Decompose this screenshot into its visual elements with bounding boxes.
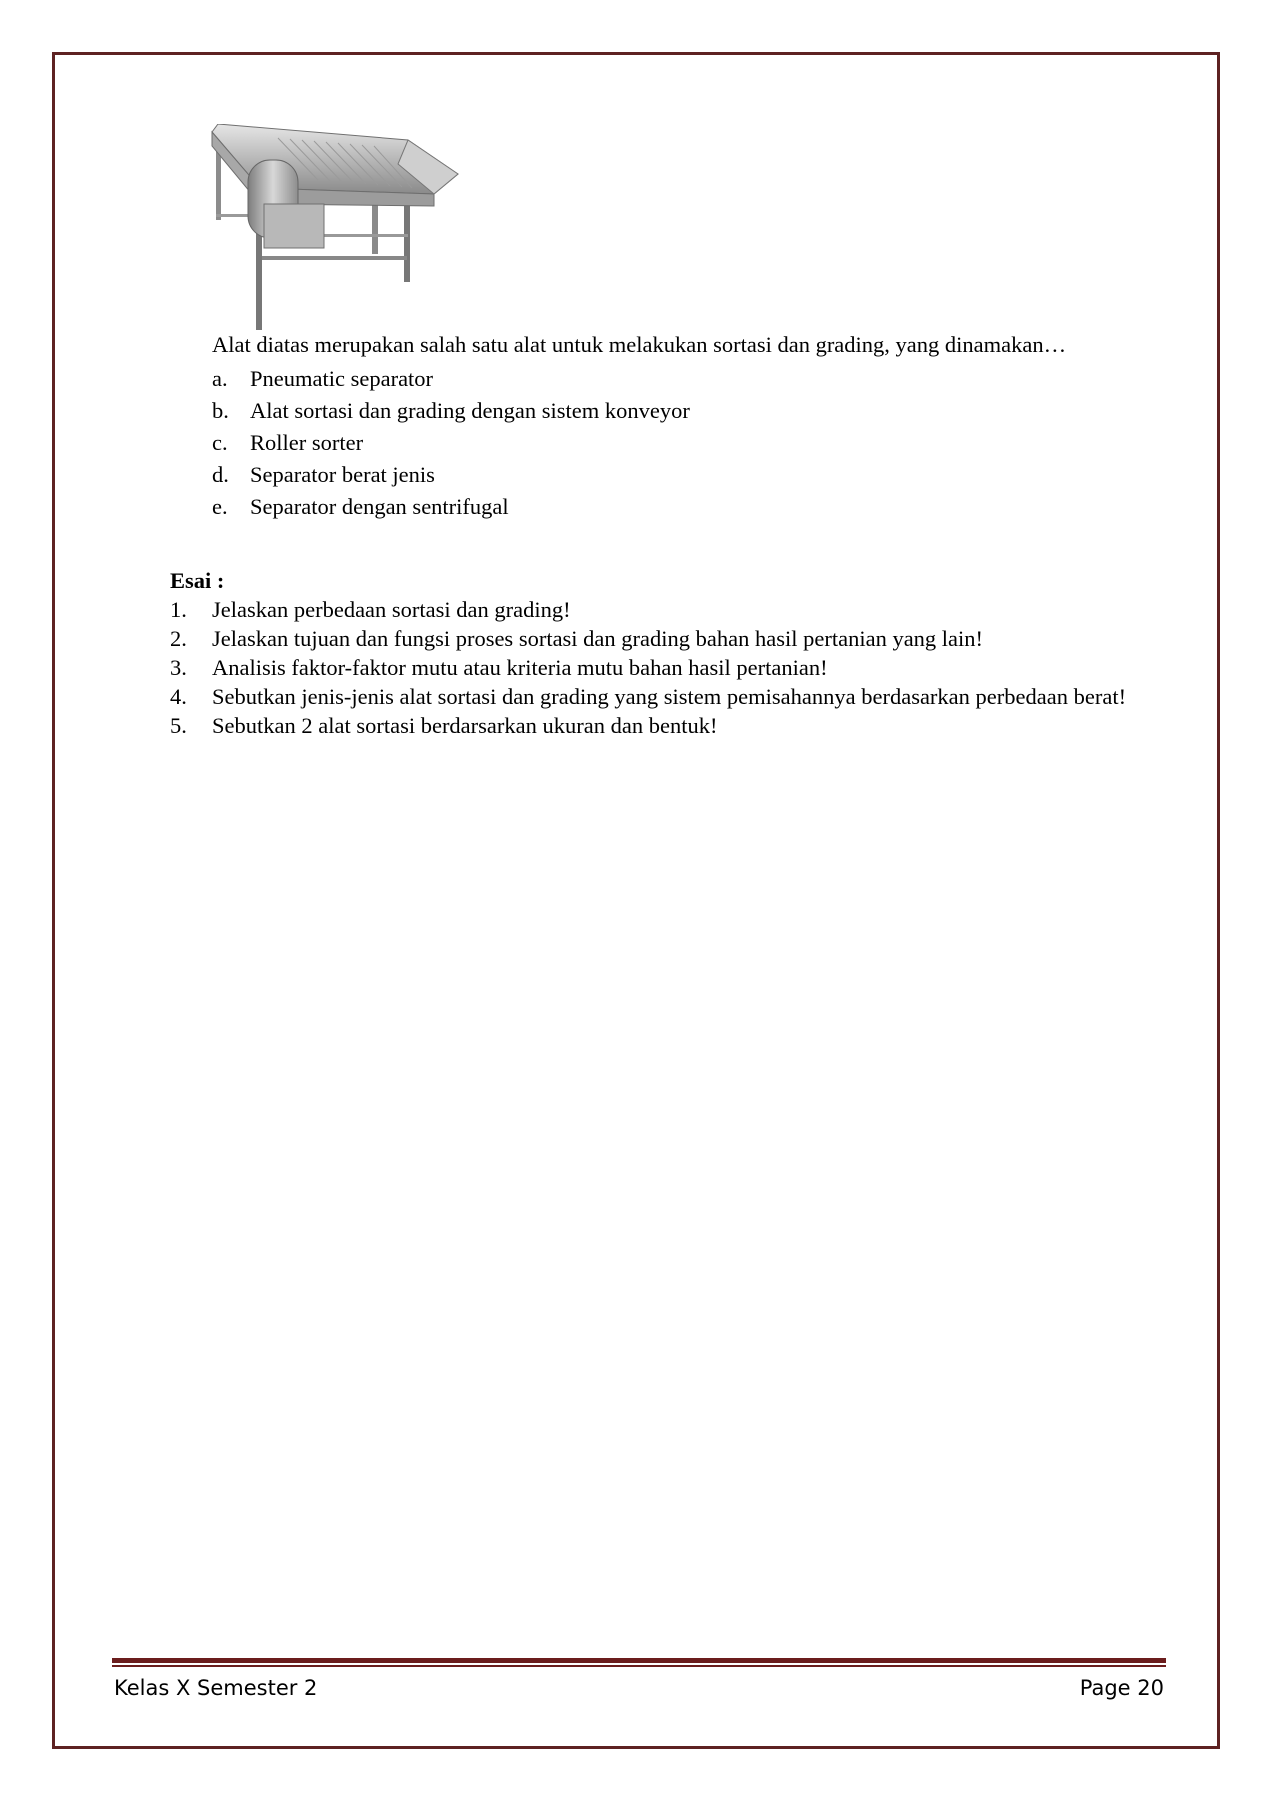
essay-item — [170, 624, 1162, 653]
option-letter: d. — [212, 461, 229, 487]
question-text: Alat diatas merupakan salah satu alat untuk melakukan sortasi dan grading, yang dinamakan… — [212, 332, 1067, 357]
option-letter: b. — [212, 397, 229, 423]
essay-number: 4. — [170, 684, 187, 709]
essay-title: Esai : — [170, 568, 225, 593]
essay-item — [170, 595, 1162, 624]
option-letter: a. — [212, 365, 228, 391]
option-c — [212, 426, 1162, 458]
option-b — [212, 394, 1162, 426]
option-text: Pneumatic separator — [250, 365, 434, 391]
footer-page-number: Page 20 — [1079, 1676, 1164, 1700]
essay-section — [170, 566, 1162, 740]
option-e — [212, 490, 1162, 522]
option-text: Separator dengan sentrifugal — [250, 493, 509, 519]
essay-text: Sebutkan 2 alat sortasi berdarsarkan ukuran dan bentuk! — [212, 713, 718, 738]
option-letter: c. — [212, 429, 228, 455]
option-a — [212, 362, 1162, 394]
footer-divider — [112, 1658, 1166, 1667]
essay-number: 3. — [170, 655, 187, 680]
essay-text: Analisis faktor-faktor mutu atau kriteria mutu bahan hasil pertanian! — [212, 655, 828, 680]
essay-text: Sebutkan jenis-jenis alat sortasi dan grading yang sistem pemisahannya berdasarkan perbedaan berat! — [212, 684, 1127, 709]
essay-text: Jelaskan tujuan dan fungsi proses sortasi dan grading bahan hasil pertanian yang lain! — [212, 626, 984, 651]
conveyor-sorter-illustration — [208, 124, 500, 332]
essay-item — [170, 653, 1162, 682]
essay-item — [170, 711, 1162, 740]
option-text: Alat sortasi dan grading dengan sistem konveyor — [250, 397, 690, 423]
essay-item — [170, 682, 1162, 711]
option-text: Separator berat jenis — [250, 461, 435, 487]
option-d — [212, 458, 1162, 490]
multiple-choice-question — [212, 330, 1162, 522]
footer-class-label: Kelas X Semester 2 — [114, 1676, 318, 1700]
option-text: Roller sorter — [250, 429, 364, 455]
essay-text: Jelaskan perbedaan sortasi dan grading! — [212, 597, 571, 622]
essay-number: 1. — [170, 597, 187, 622]
option-letter: e. — [212, 493, 228, 519]
essay-number: 5. — [170, 713, 187, 738]
essay-number: 2. — [170, 626, 187, 651]
